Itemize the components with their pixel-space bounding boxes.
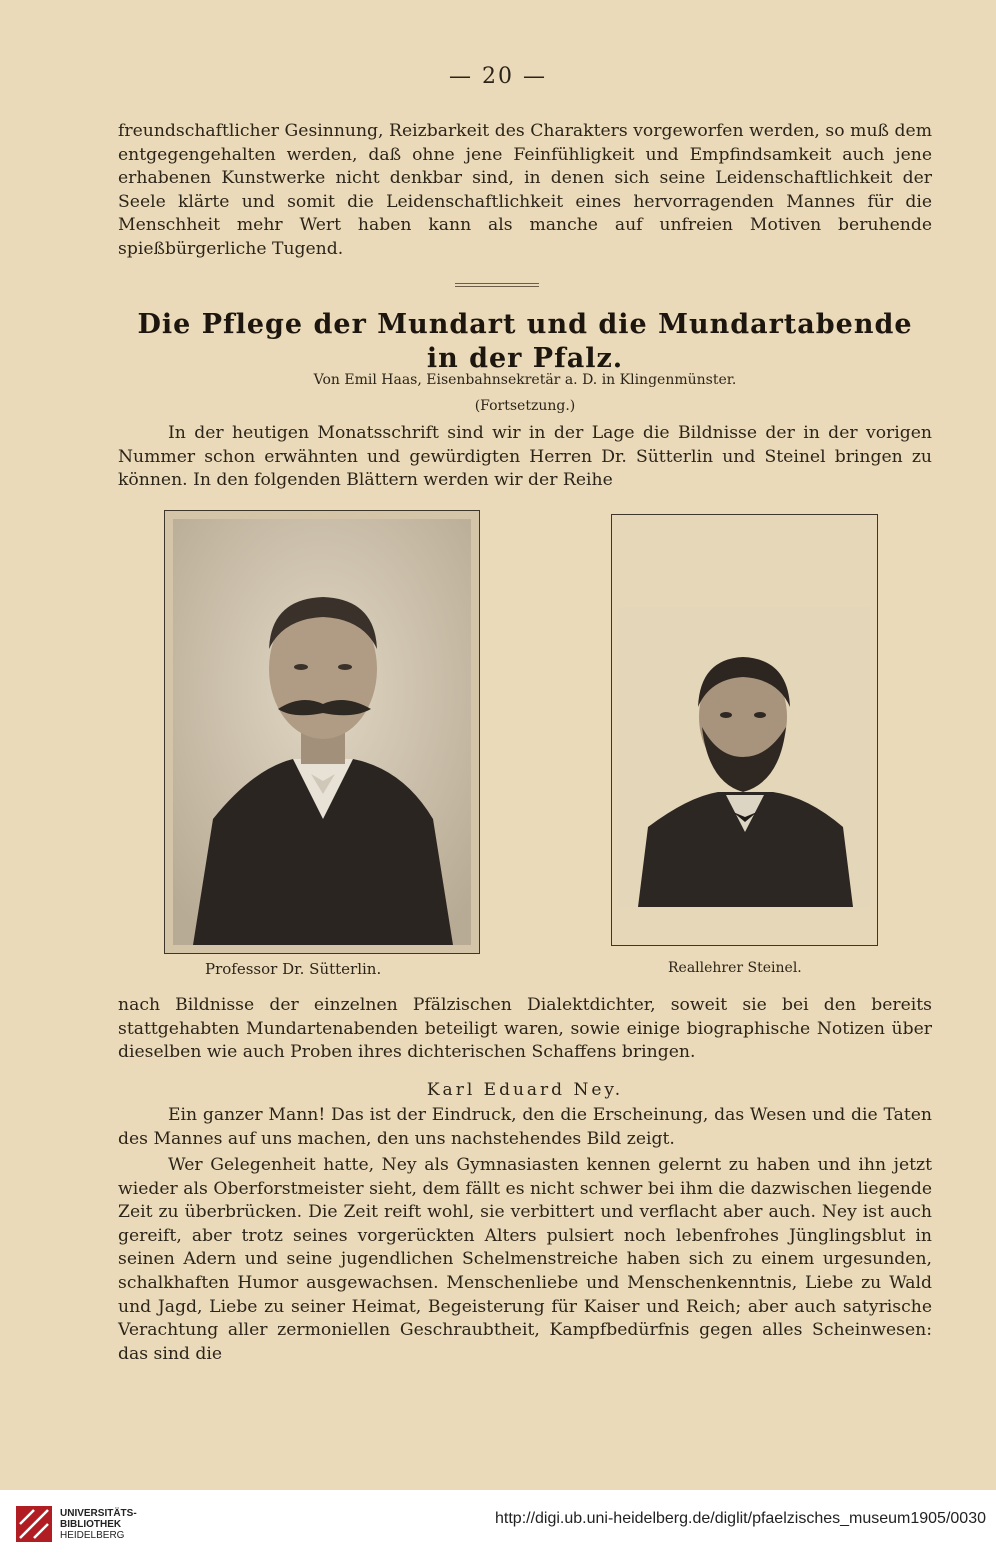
library-name-line1: UNIVERSITÄTS- bbox=[60, 1508, 137, 1519]
page-number: — 20 — bbox=[449, 64, 547, 89]
source-url-link[interactable]: http://digi.ub.uni-heidelberg.de/diglit/pfaelzisches_museum1905/0030 bbox=[495, 1510, 986, 1527]
library-name-line2: BIBLIOTHEK bbox=[60, 1519, 122, 1530]
section-subheading: Karl Eduard Ney. bbox=[426, 1080, 624, 1100]
paragraph-text: freundschaftlicher Gesinnung, Reizbarkeit des Charakters vorgeworfen werden, so muß dem entgegengehalten werden, daß ohne jene Feinfühligkeit und Empfindsamkeit auch jene erhabenen Kunstwerke nicht denkbar sind, in denen sich seine Leidenschaftlichkeit der Seele klärte und somit die Leidenschaftlichkeit eines hervorragenden Mannes für die Menschheit mehr Wert haben kann als manche auf unfreien Motiven beruhende spießbürgerliche Tugend. bbox=[118, 121, 932, 259]
paragraph-ney-1 bbox=[118, 1104, 932, 1151]
paragraph-text: In der heutigen Monatsschrift sind wir in der Lage die Bildnisse der in der vorigen Nummer schon erwähnten und gewürdigten Herren Dr. Sütterlin und Steinel bringen zu können. In den folgenden Blättern werden wir der Reihe bbox=[118, 423, 932, 491]
portrait-photo-suetterlin bbox=[164, 510, 480, 954]
article-title bbox=[110, 308, 940, 376]
article-title-line2: in der Pfalz. bbox=[426, 343, 624, 374]
paragraph-text: nach Bildnisse der einzelnen Pfälzischen Dialektdichter, soweit sie bei den bereits stattgehabten Mundartenabenden beteiligt waren, sowie einige biographische Notizen über dieselben wie auch Proben ihres dichterischen Schaffens bringen. bbox=[118, 995, 932, 1063]
paragraph-ney-2 bbox=[118, 1154, 932, 1366]
paragraph-text: Ein ganzer Mann! Das ist der Eindruck, den die Erscheinung, das Wesen und die Taten des Mannes auf uns machen, den uns nachstehendes Bild zeigt. bbox=[118, 1105, 932, 1149]
photo-caption-steinel: Reallehrer Steinel. bbox=[668, 960, 802, 976]
paragraph-after-photos bbox=[118, 994, 932, 1065]
paragraph-intro bbox=[118, 422, 932, 493]
portrait-steinel-drawing bbox=[618, 607, 871, 907]
library-logo-icon bbox=[14, 1504, 54, 1544]
continuation-note: (Fortsetzung.) bbox=[474, 398, 576, 414]
library-name-line3: HEIDELBERG bbox=[60, 1530, 125, 1541]
portrait-photo-icon bbox=[618, 607, 871, 907]
section-divider bbox=[455, 283, 539, 287]
portrait-photo-steinel bbox=[611, 514, 878, 946]
photo-caption-suetterlin: Professor Dr. Sütterlin. bbox=[205, 960, 382, 978]
article-byline: Von Emil Haas, Eisenbahnsekretär a. D. in Klingenmünster. bbox=[313, 372, 737, 388]
portrait-suetterlin-drawing bbox=[173, 519, 471, 945]
paragraph-text: Wer Gelegenheit hatte, Ney als Gymnasiasten kennen gelernt zu haben und ihn jetzt wieder als Oberforstmeister sieht, dem fällt es nicht schwer bei ihm die dazwischen liegende Zeit zu überbrücken. Die Zeit reift wohl, sie verbittert und verflacht aber auch. Ney ist auch gereift, aber trotz seines vorgerückten Alters pulsiert noch lebenfrohes Jünglingsblut in seinen Adern und seine jugendlichen Schelmenstreiche haben sich zu einem urgesunden, schalkhaften Humor ausgewachsen. Menschenliebe und Menschenkenntnis, Liebe zu Wald und Jagd, Liebe zu seiner Heimat, Begeisterung für Kaiser und Reich; aber auch satyrische Verachtung aller zermoniellen Geschraubtheit, Kampfbedürfnis gegen alles Scheinwesen: das sind die bbox=[118, 1155, 932, 1364]
portrait-photo-icon bbox=[173, 519, 471, 945]
library-name bbox=[60, 1508, 137, 1541]
article-title-line1: Die Pflege der Mundart und die Mundartabende bbox=[137, 309, 913, 340]
paragraph-previous-article bbox=[118, 120, 932, 262]
footer-bar bbox=[0, 1490, 996, 1562]
